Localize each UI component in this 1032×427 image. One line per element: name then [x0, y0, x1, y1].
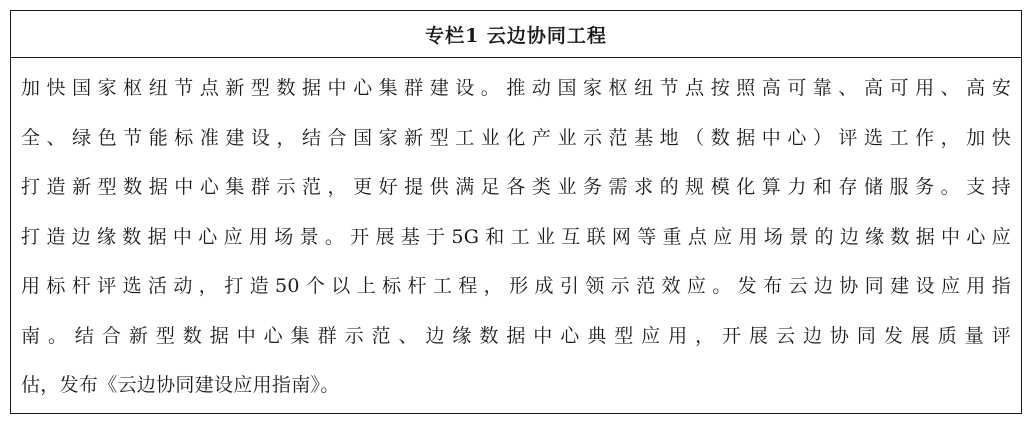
body-line: 打造新型数据中心集群示范，更好提供满足各类业务需求的规模化算力和存储服务。支持	[21, 176, 1011, 198]
body-line: 加快国家枢纽节点新型数据中心集群建设。推动国家枢纽节点按照高可靠、高可用、高安	[21, 77, 1011, 99]
body-line: 打造边缘数据中心应用场景。开展基于5G和工业互联网等重点应用场景的边缘数据中心应	[21, 225, 1011, 248]
body-line: 南。结合新型数据中心集群示范、边缘数据中心典型应用，开展云边协同发展质量评	[21, 324, 1011, 347]
column-title: 专栏1 云边协同工程	[11, 11, 1021, 58]
body-line: 用标杆评选活动，打造50个以上标杆工程，形成引领示范效应。发布云边协同建设应用指	[21, 275, 1011, 297]
body-line: 估，发布《云边协同建设应用指南》。	[21, 374, 340, 396]
body-line: 全、绿色节能标准建设，结合国家新型工业化产业示范基地（数据中心）评选工作，加快	[21, 126, 1011, 149]
column-body	[11, 58, 1021, 411]
column-box	[10, 10, 1022, 414]
